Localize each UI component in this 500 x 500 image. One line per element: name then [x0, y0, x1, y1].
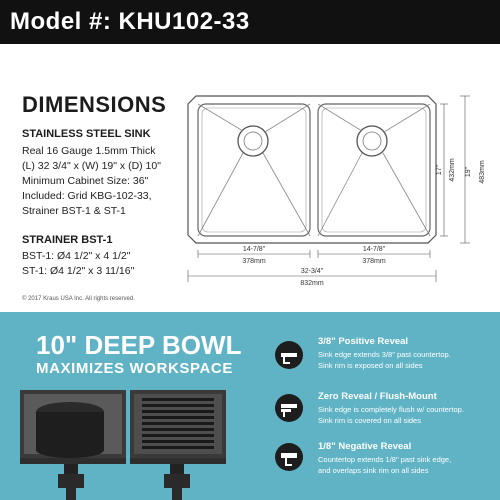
bowl-depth-in: 17": [436, 164, 443, 176]
dimensions-title: DIMENSIONS: [22, 92, 167, 117]
overall-width-in: 19": [465, 166, 472, 178]
left-bowl: [198, 104, 310, 236]
left-bowl-width-in: 14-7/8": [242, 246, 266, 253]
strainer-spec-line: ST-1: Ø4 1/2" x 3 11/16": [22, 265, 135, 277]
sink-spec-line: Included: Grid KBG-102-33,: [22, 190, 152, 202]
model-title: Model #: KHU102-33: [10, 8, 250, 35]
sink-heading: STAINLESS STEEL SINK: [22, 128, 151, 140]
negative-reveal-icon: [275, 443, 303, 471]
strainer-spec-line: BST-1: Ø4 1/2" x 4 1/2": [22, 250, 131, 262]
sink-spec-line: Strainer BST-1 & ST-1: [22, 205, 126, 217]
feature-desc: Sink edge extends 3/8" past countertop.: [318, 350, 451, 359]
feature-title: 1/8" Negative Reveal: [318, 441, 412, 452]
sink-with-dishes-image: [128, 388, 228, 500]
sink-spec-line: Minimum Cabinet Size: 36": [22, 175, 149, 187]
zero-reveal-icon: [275, 394, 303, 422]
feature-desc: Sink edge is completely flush w/ countertop.: [318, 405, 464, 414]
sink-outline: [188, 96, 436, 243]
overall-width-mm: 483mm: [479, 160, 486, 184]
right-bowl-width-in: 14-7/8": [362, 246, 386, 253]
right-bowl: [318, 104, 430, 236]
copyright-text: © 2017 Kraus USA Inc. All rights reserved.: [22, 296, 135, 302]
feature-desc: and overlaps sink rim on all sides: [318, 466, 429, 475]
sink-spec-line: Real 16 Gauge 1.5mm Thick: [22, 145, 156, 157]
feature-desc: Sink rim is exposed on all sides: [318, 361, 423, 370]
left-bowl-width-mm: 378mm: [242, 258, 266, 265]
deep-bowl-subtitle: MAXIMIZES WORKSPACE: [36, 360, 233, 377]
strainer-heading: STRAINER BST-1: [22, 234, 113, 246]
feature-desc: Countertop extends 1/8" past sink edge,: [318, 455, 452, 464]
deep-bowl-title: 10" DEEP BOWL: [36, 330, 242, 360]
sink-spec-line: (L) 32 3/4" x (W) 19" x (D) 10": [22, 160, 161, 172]
right-bowl-width-mm: 378mm: [362, 258, 386, 265]
feature-title: 3/8" Positive Reveal: [318, 336, 409, 347]
feature-title: Zero Reveal / Flush-Mount: [318, 391, 437, 402]
sink-with-pot-image: [18, 388, 128, 500]
positive-reveal-icon: [275, 341, 303, 369]
total-length-in: 32-3/4": [300, 268, 324, 275]
bowl-depth-mm: 432mm: [449, 158, 456, 182]
feature-desc: Sink rim is covered on all sides: [318, 416, 421, 425]
total-length-mm: 832mm: [300, 280, 324, 287]
